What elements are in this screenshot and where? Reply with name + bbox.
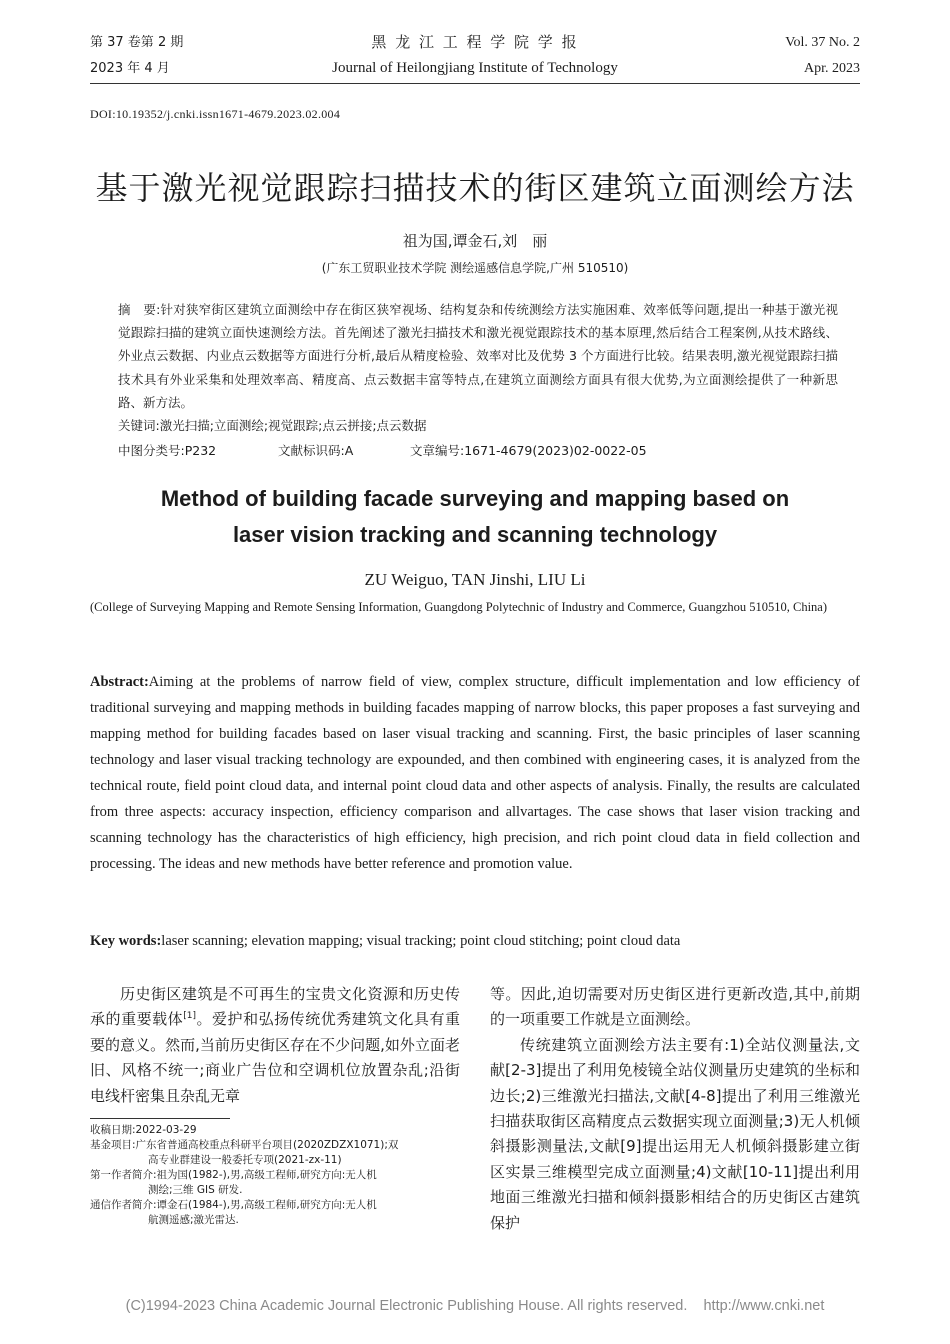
first-author-line1: 第一作者简介:祖为国(1982-),男,高级工程师,研究方向:无人机	[90, 1169, 377, 1181]
title-en-line2: laser vision tracking and scanning technology	[232, 522, 718, 547]
body-text: 历史街区建筑是不可再生的宝贵文化资源和历史传承的重要载体	[90, 985, 460, 1029]
abstract-en	[90, 669, 860, 877]
body-text: 。爱护和弘扬传统优秀建筑文化具有重要的意义。然而,当前历史街区存在不少问题,如外立面老旧、风格不统一;商业广告位和空调机位放置杂乱;沿街电线杆密集且杂乱无章	[90, 1010, 460, 1105]
fund-line1: 基金项目:广东省普通高校重点科研平台项目(2020ZDZX1071);双	[90, 1139, 399, 1151]
title-en-line1: Method of building facade surveying and mapping based on	[160, 486, 790, 511]
header-volume: 第 37 卷第 2 期	[90, 35, 184, 50]
keywords-zh: 关键词:激光扫描;立面测绘;视觉跟踪;点云拼接;点云数据	[118, 418, 427, 433]
fund-line2: 高专业群建设一般委托专项(2021-zx-11)	[148, 1154, 342, 1166]
citation-ref: [1]	[183, 1011, 196, 1022]
affiliation-zh: (广东工贸职业技术学院 测绘遥感信息学院,广州 510510)	[321, 261, 629, 275]
keywords-en-label: Key words:	[90, 933, 162, 949]
first-author-line2: 测绘;三维 GIS 研发.	[148, 1184, 243, 1196]
header-date: 2023 年 4 月	[90, 61, 170, 76]
clc-number: 中图分类号:P232	[118, 443, 217, 458]
abstract-zh: 摘 要:针对狭窄街区建筑立面测绘中存在街区狭窄视场、结构复杂和传统测绘方法实施困难、效率低等问题,提出一种基于激光视觉跟踪扫描的建筑立面快速测绘方法。首先阐述了激光扫描技术和激光视觉跟踪技术的基本原理,然后结合工程案例,从技术路线、外业点云数据、内业点云数据等方面进行分析,最后从精度检验、效率对比及优势 3 个方面进行比较。结果表明,激光视觉跟踪扫描技术具有外业采集和处理效率高、精度高、点云数据丰富等特点,在建筑立面测绘方面具有很大优势,为立面测绘提供了一种新思路、新方法。	[118, 302, 838, 410]
body-paragraph: 传统建筑立面测绘方法主要有:1)全站仪测量法,文献[2-3]提出了利用免棱镜全站仪测量历史建筑的坐标和边长;2)三维激光扫描法,文献[4-8]提出了利用三维激光扫描获取街区高精度点云数据实现立面测量;3)无人机倾斜摄影测量法,文献[9]提出运用无人机倾斜摄影建立街区实景三维模型完成立面测量;4)文献[10-11]提出利用地面三维激光扫描和倾斜摄影相结合的历史街区古建筑保护	[490, 1035, 860, 1232]
abstract-en-text: Aiming at the problems of narrow field of view, complex structure, difficult implementation and low efficiency of traditional surveying and mapping methods in building facades mapping of narrow blocks, this paper proposes a fast surveying and mapping method for building facades based on laser visual tracking and scanning. First, the basic principles of laser scanning technology and laser visual tracking technology are expounded, and then combined with engineering cases, it is analyzed from the technical route, field point cloud data, and internal point cloud data and other aspects of analysis. Finally, the results are calculated from three aspects: accuracy inspection, efficiency comparison and allvartages. The case shows that laser vision tracking and scanning technology has the characteristics of high efficiency, high precision, and rich point cloud data in field collection and processing. The ideas and new methods have better reference and promotion value.	[90, 674, 860, 872]
body-paragraph	[90, 982, 460, 1109]
article-number: 文章编号:1671-4679(2023)02-0022-05	[410, 443, 647, 458]
header-date-en: Apr. 2023	[804, 61, 860, 76]
document-code: 文献标识码:A	[278, 443, 354, 458]
keywords-en	[90, 930, 860, 952]
body-paragraph: 等。因此,迫切需要对历史街区进行更新改造,其中,前期的一项重要工作就是立面测绘。	[490, 985, 860, 1029]
authors-en: ZU Weiguo, TAN Jinshi, LIU Li	[364, 570, 586, 589]
corresponding-author-line2: 航测遥感;激光雷达.	[148, 1214, 239, 1226]
header-vol-en: Vol. 37 No. 2	[785, 35, 860, 50]
footnotes	[90, 1123, 460, 1228]
authors-zh: 祖为国,谭金石,刘 丽	[402, 232, 548, 250]
abstract-en-label: Abstract:	[90, 674, 149, 690]
header-journal-zh: 黑 龙 江 工 程 学 院 学 报	[371, 33, 579, 51]
keywords-en-text: laser scanning; elevation mapping; visual tracking; point cloud stitching; point cloud data	[161, 933, 681, 949]
title-zh: 基于激光视觉跟踪扫描技术的街区建筑立面测绘方法	[95, 169, 855, 207]
doi: DOI:10.19352/j.cnki.issn1671-4679.2023.02.004	[90, 107, 341, 121]
received-date: 收稿日期:2022-03-29	[90, 1124, 197, 1136]
header-rule	[90, 83, 860, 84]
footnote-rule	[90, 1118, 230, 1119]
body-column-right	[490, 982, 860, 1236]
header-journal-en: Journal of Heilongjiang Institute of Technology	[332, 60, 618, 76]
body-column-left	[90, 982, 460, 1109]
copyright-footer: (C)1994-2023 China Academic Journal Electronic Publishing House. All rights reserved. http://www.cnki.net	[125, 1298, 825, 1314]
corresponding-author-line1: 通信作者简介:谭金石(1984-),男,高级工程师,研究方向:无人机	[90, 1199, 377, 1211]
title-en	[0, 481, 950, 553]
affiliation-en: (College of Surveying Mapping and Remote Sensing Information, Guangdong Polytechnic of Industry and Commerce, Guangzhou 510510, China)	[90, 600, 828, 614]
